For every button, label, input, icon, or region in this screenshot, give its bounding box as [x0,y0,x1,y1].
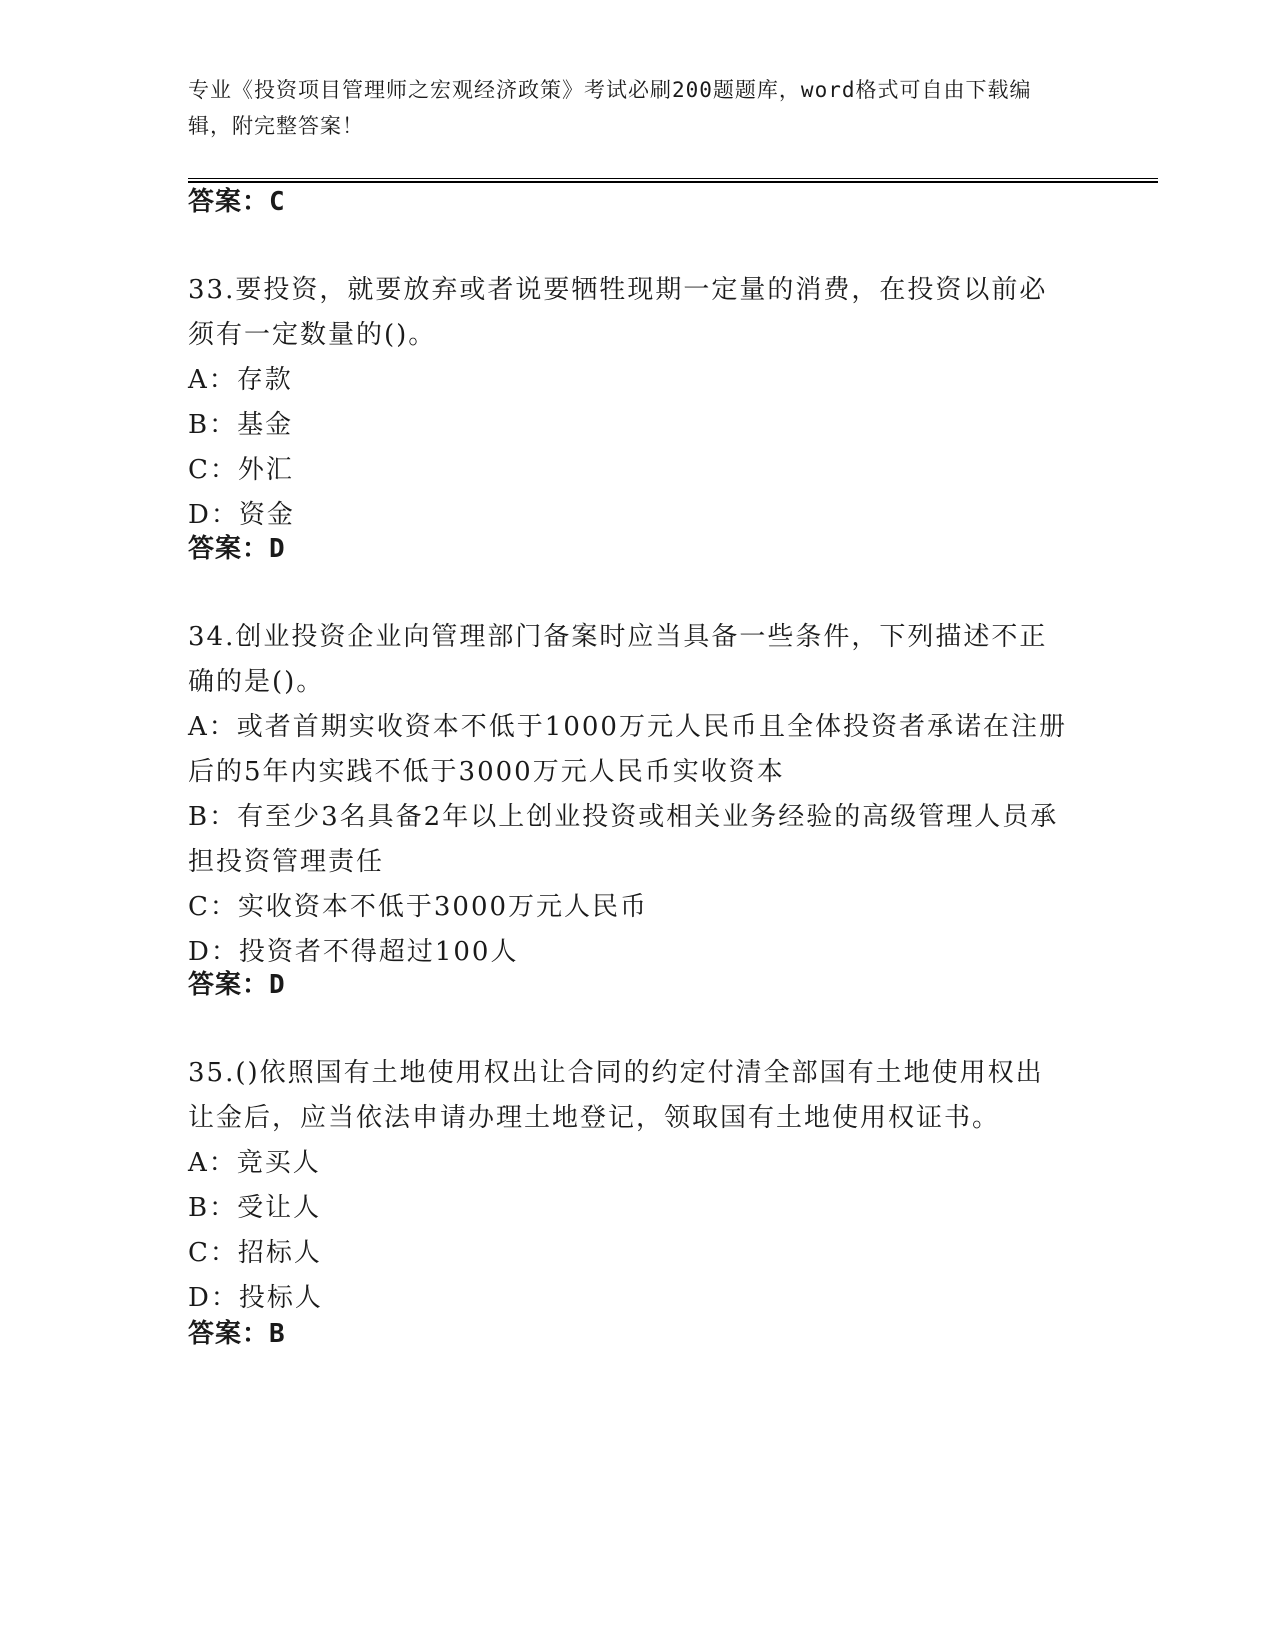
question-35 [188,1051,1068,1321]
page-header: 专业《投资项目管理师之宏观经济政策》考试必刷200题题库，word格式可自由下载编辑，附完整答案！ [188,78,1032,138]
question-stem: 33.要投资，就要放弃或者说要牺牲现期一定量的消费，在投资以前必须有一定数量的()。 [188,275,1048,350]
option-c: C：实收资本不低于3000万元人民币 [188,892,649,922]
option-d: D：投标人 [188,1283,323,1313]
document-page [188,0,1188,1650]
option-b: B：受让人 [188,1193,322,1223]
question-stem: 35.()依照国有土地使用权出让合同的约定付清全部国有土地使用权出让金后，应当依法申请办理土地登记，领取国有土地使用权证书。 [188,1058,1044,1133]
answer-32: 答案：C [188,187,286,217]
option-b: B：基金 [188,410,294,440]
question-stem: 34.创业投资企业向管理部门备案时应当具备一些条件，下列描述不正确的是()。 [188,622,1048,697]
option-a: A：或者首期实收资本不低于1000万元人民币且全体投资者承诺在注册后的5年内实践不低于3000万元人民币实收资本 [188,712,1067,787]
option-c: C：招标人 [188,1238,322,1268]
question-34 [188,615,1068,975]
option-d: D：资金 [188,500,295,530]
option-a: A：存款 [188,365,293,395]
option-d: D：投资者不得超过100人 [188,937,519,967]
option-c: C：外汇 [188,455,294,485]
answer-33: 答案：D [188,534,286,564]
option-a: A：竞买人 [188,1148,321,1178]
question-33 [188,268,1068,538]
option-b: B：有至少3名具备2年以上创业投资或相关业务经验的高级管理人员承担投资管理责任 [188,802,1059,877]
header-divider [188,178,1158,183]
answer-34: 答案：D [188,970,286,1000]
answer-35: 答案：B [188,1319,286,1349]
